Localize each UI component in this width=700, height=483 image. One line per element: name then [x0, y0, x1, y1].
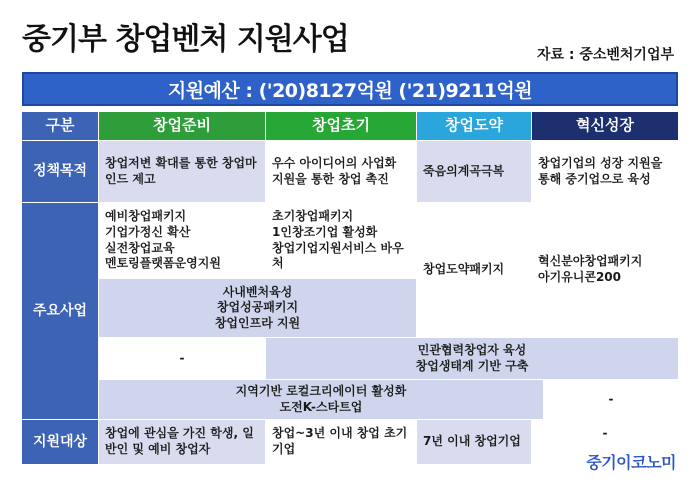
header-prep: 창업준비 — [99, 112, 265, 140]
header-early: 창업초기 — [266, 112, 416, 140]
main-innovation: 혁신분야창업패키지 아기유니콘200 — [532, 203, 678, 337]
row-label-purpose: 정책목적 — [22, 141, 98, 202]
purpose-early: 우수 아이디어의 사업화 지원을 통한 창업 촉진 — [266, 141, 416, 202]
purpose-innovation: 창업기업의 성장 지원을 통해 중기업으로 육성 — [532, 141, 678, 202]
main-prep-to-leap: 지역기반 로컬크리에이터 활성화 도전K-스타트업 — [99, 380, 543, 419]
main-dash-2: - — [544, 380, 678, 419]
main-early-to-innovation: 민관협력창업자 육성 창업생태계 기반 구축 — [266, 338, 678, 379]
purpose-prep: 창업저변 확대를 통한 창업마인드 제고 — [99, 141, 265, 202]
purpose-leap: 죽음의계곡극복 — [417, 141, 531, 202]
main-dash-1: - — [99, 338, 265, 379]
row-label-main: 주요사업 — [22, 203, 98, 419]
target-innovation: - — [532, 420, 678, 448]
target-early: 창업~3년 이내 창업 초기기업 — [266, 420, 416, 464]
header-category: 구분 — [22, 112, 98, 140]
budget-banner: 지원예산 : ('20)8127억원 ('21)9211억원 — [22, 72, 678, 106]
header-innovation: 혁신성장 — [532, 112, 678, 140]
header-leap: 창업도약 — [417, 112, 531, 140]
target-leap: 7년 이내 창업기업 — [417, 420, 531, 464]
main-prep: 예비창업패키지 기업가정신 확산 실전창업교육 멘토링플랫폼운영지원 — [99, 203, 265, 278]
main-leap: 창업도약패키지 — [417, 203, 531, 337]
row-label-target: 지원대상 — [22, 420, 98, 464]
target-prep: 창업에 관심을 가진 학생, 일반인 및 예비 창업자 — [99, 420, 265, 464]
main-early: 초기창업패키지 1인창조기업 활성화 창업기업지원서비스 바우처 — [266, 203, 416, 278]
source-note: 자료 : 중소벤처기업부 — [536, 47, 674, 63]
main-prep-early: 사내벤처육성 창업성공패키지 창업인프라 지원 — [99, 279, 416, 337]
page-title: 중기부 창업벤처 지원사업 — [22, 22, 349, 57]
brand-logo: 중기이코노미 — [586, 453, 676, 472]
